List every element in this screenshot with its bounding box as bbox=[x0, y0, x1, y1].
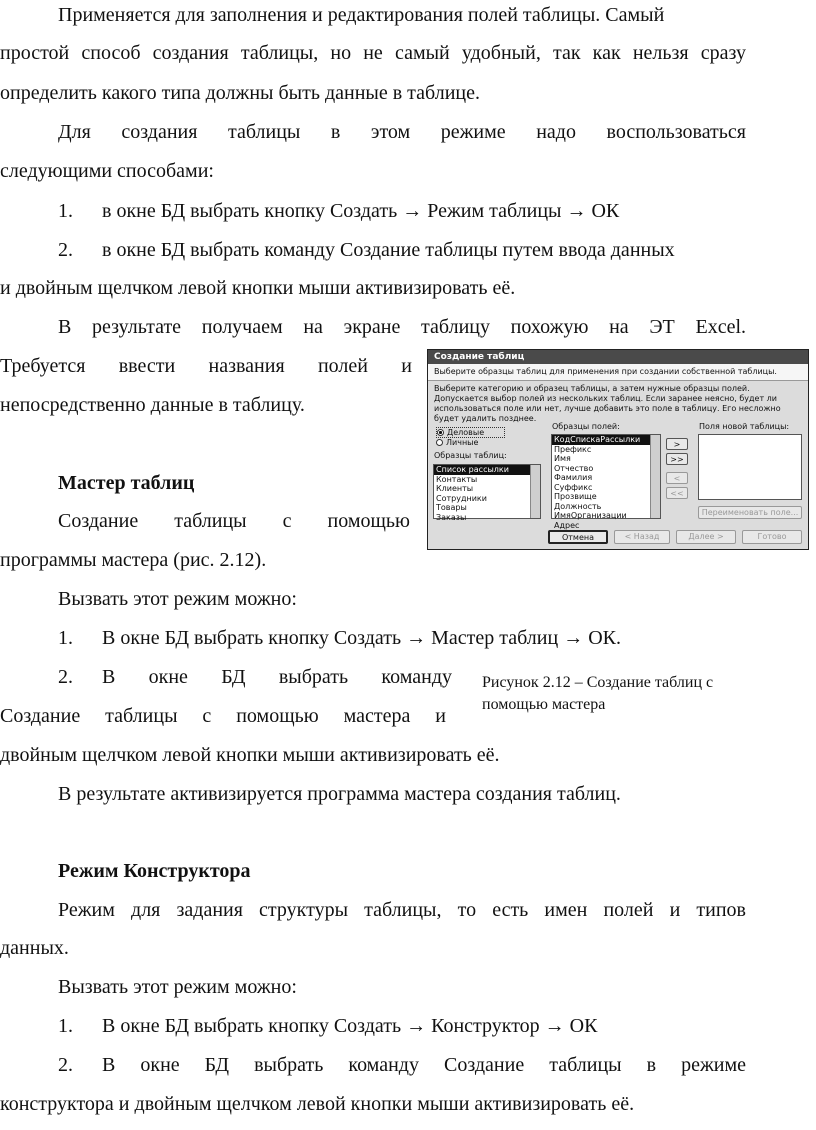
list-item[interactable]: Суффикс bbox=[554, 482, 593, 492]
table-wizard-dialog bbox=[427, 349, 809, 550]
list-item[interactable]: Контакты bbox=[436, 474, 478, 484]
text-line: Создание таблицы с помощью мастера и bbox=[0, 705, 446, 727]
add-all-fields-button[interactable]: >> bbox=[666, 453, 688, 465]
text-line: и двойным щелчком левой кнопки мыши активизировать её. bbox=[0, 277, 516, 299]
list-text: В окне БД выбрать кнопку Создать → Мастер таблиц → ОК. bbox=[102, 627, 621, 649]
list-item[interactable]: Список рассылки bbox=[434, 465, 540, 475]
sample-fields-label: Образцы полей: bbox=[552, 422, 620, 431]
text-line: Требуется ввести названия полей и bbox=[0, 355, 412, 377]
radio-business[interactable] bbox=[436, 427, 505, 438]
sample-tables-label: Образцы таблиц: bbox=[434, 451, 507, 460]
list-item[interactable]: Должность bbox=[554, 501, 602, 511]
remove-field-button[interactable]: < bbox=[666, 472, 688, 484]
radio-personal[interactable] bbox=[436, 438, 478, 447]
list-item[interactable]: Сотрудники bbox=[436, 493, 487, 503]
dialog-description: Выберите категорию и образец таблицы, а затем нужные образцы полей. Допускается выбор полей из нескольких таблиц. Если заранее неясно, будет ли использоваться поле или нет, лучше добавить это поле в таблицу. Его несложно будет удалить позднее. bbox=[434, 384, 781, 423]
list-item bbox=[58, 198, 804, 224]
list-item[interactable]: Клиенты bbox=[436, 484, 474, 493]
list-item[interactable]: Префикс bbox=[554, 444, 592, 454]
list-text: В окне БД выбрать кнопку Создать → Конструктор → ОК bbox=[102, 1015, 598, 1037]
text-line: В результате получаем на экране таблицу похожую на ЭТ Excel. bbox=[58, 316, 746, 338]
text-line: непосредственно данные в таблицу. bbox=[0, 394, 305, 416]
radio-label: Личные bbox=[446, 438, 479, 447]
radio-unselected-icon bbox=[436, 439, 443, 446]
scrollbar[interactable] bbox=[530, 465, 540, 518]
list-item[interactable]: Имя bbox=[554, 454, 571, 463]
section-heading: Мастер таблиц bbox=[58, 472, 195, 494]
list-text: в окне БД выбрать команду Создание таблицы путем ввода данных bbox=[102, 239, 675, 261]
list-item bbox=[58, 1013, 804, 1039]
remove-all-fields-button[interactable]: << bbox=[666, 487, 688, 499]
scrollbar[interactable] bbox=[650, 435, 660, 518]
dialog-header: Выберите образцы таблиц для применения при создании собственной таблицы. bbox=[428, 364, 808, 381]
list-item bbox=[58, 664, 454, 690]
list-number: 1. bbox=[58, 200, 73, 222]
list-text: В окне БД выбрать команду bbox=[102, 666, 452, 688]
sample-tables-list[interactable] bbox=[433, 464, 541, 522]
list-number: 2. bbox=[58, 239, 73, 261]
list-item[interactable]: КодСпискаРассылки bbox=[552, 435, 660, 445]
text-line: данных. bbox=[0, 937, 69, 959]
section-heading: Режим Конструктора bbox=[58, 860, 251, 882]
add-field-button[interactable]: > bbox=[666, 438, 688, 450]
list-item bbox=[58, 1052, 746, 1078]
cancel-button[interactable]: Отмена bbox=[548, 530, 608, 544]
list-item[interactable]: Товары bbox=[436, 503, 467, 512]
list-item bbox=[58, 625, 804, 651]
rename-field-button[interactable]: Переименовать поле... bbox=[698, 506, 802, 519]
text-line: Применяется для заполнения и редактирования полей таблицы. Самый bbox=[58, 4, 665, 26]
new-fields-label: Поля новой таблицы: bbox=[699, 422, 790, 431]
text-line: В результате активизируется программа мастера создания таблиц. bbox=[58, 783, 621, 805]
text-line: Для создания таблицы в этом режиме надо воспользоваться bbox=[58, 121, 746, 143]
radio-label: Деловые bbox=[447, 428, 485, 437]
text-line: программы мастера (рис. 2.12). bbox=[0, 549, 267, 571]
text-line: простой способ создания таблицы, но не самый удобный, так как нельзя сразу bbox=[0, 42, 746, 64]
text-line: двойным щелчком левой кнопки мыши активизировать её. bbox=[0, 744, 500, 766]
list-item[interactable]: Прозвище bbox=[554, 492, 597, 501]
text-line: Вызвать этот режим можно: bbox=[58, 976, 297, 998]
list-number: 1. bbox=[58, 1015, 73, 1037]
sample-fields-list[interactable] bbox=[551, 434, 661, 530]
list-item[interactable]: ИмяОрганизации bbox=[554, 511, 627, 520]
list-item[interactable]: Адрес bbox=[554, 520, 580, 530]
figure-caption: Рисунок 2.12 – Создание таблиц с помощью мастера bbox=[482, 674, 714, 713]
new-fields-list[interactable] bbox=[698, 434, 802, 500]
list-text: в окне БД выбрать кнопку Создать → Режим таблицы → ОК bbox=[102, 200, 620, 222]
list-number: 1. bbox=[58, 627, 73, 649]
text-line: Вызвать этот режим можно: bbox=[58, 588, 297, 610]
finish-button[interactable]: Готово bbox=[742, 530, 802, 544]
text-line: Режим для задания структуры таблицы, то есть имен полей и типов bbox=[58, 899, 746, 921]
list-item[interactable]: Отчество bbox=[554, 463, 594, 473]
back-button[interactable]: < Назад bbox=[614, 530, 670, 544]
list-item bbox=[58, 237, 804, 263]
list-item[interactable]: Фамилия bbox=[554, 473, 593, 482]
list-item[interactable]: Заказы bbox=[436, 512, 467, 522]
text-line: определить какого типа должны быть данные в таблице. bbox=[0, 82, 480, 104]
text-line: следующими способами: bbox=[0, 160, 214, 182]
text-line: Создание таблицы с помощью bbox=[58, 510, 410, 532]
list-number: 2. bbox=[58, 1054, 73, 1076]
radio-selected-icon bbox=[437, 429, 444, 436]
list-text: В окне БД выбрать команду Создание таблицы в режиме bbox=[102, 1054, 746, 1076]
list-number: 2. bbox=[58, 666, 73, 688]
dialog-title: Создание таблиц bbox=[428, 350, 808, 364]
text-line: конструктора и двойным щелчком левой кнопки мыши активизировать её. bbox=[0, 1093, 635, 1115]
next-button[interactable]: Далее > bbox=[676, 530, 736, 544]
